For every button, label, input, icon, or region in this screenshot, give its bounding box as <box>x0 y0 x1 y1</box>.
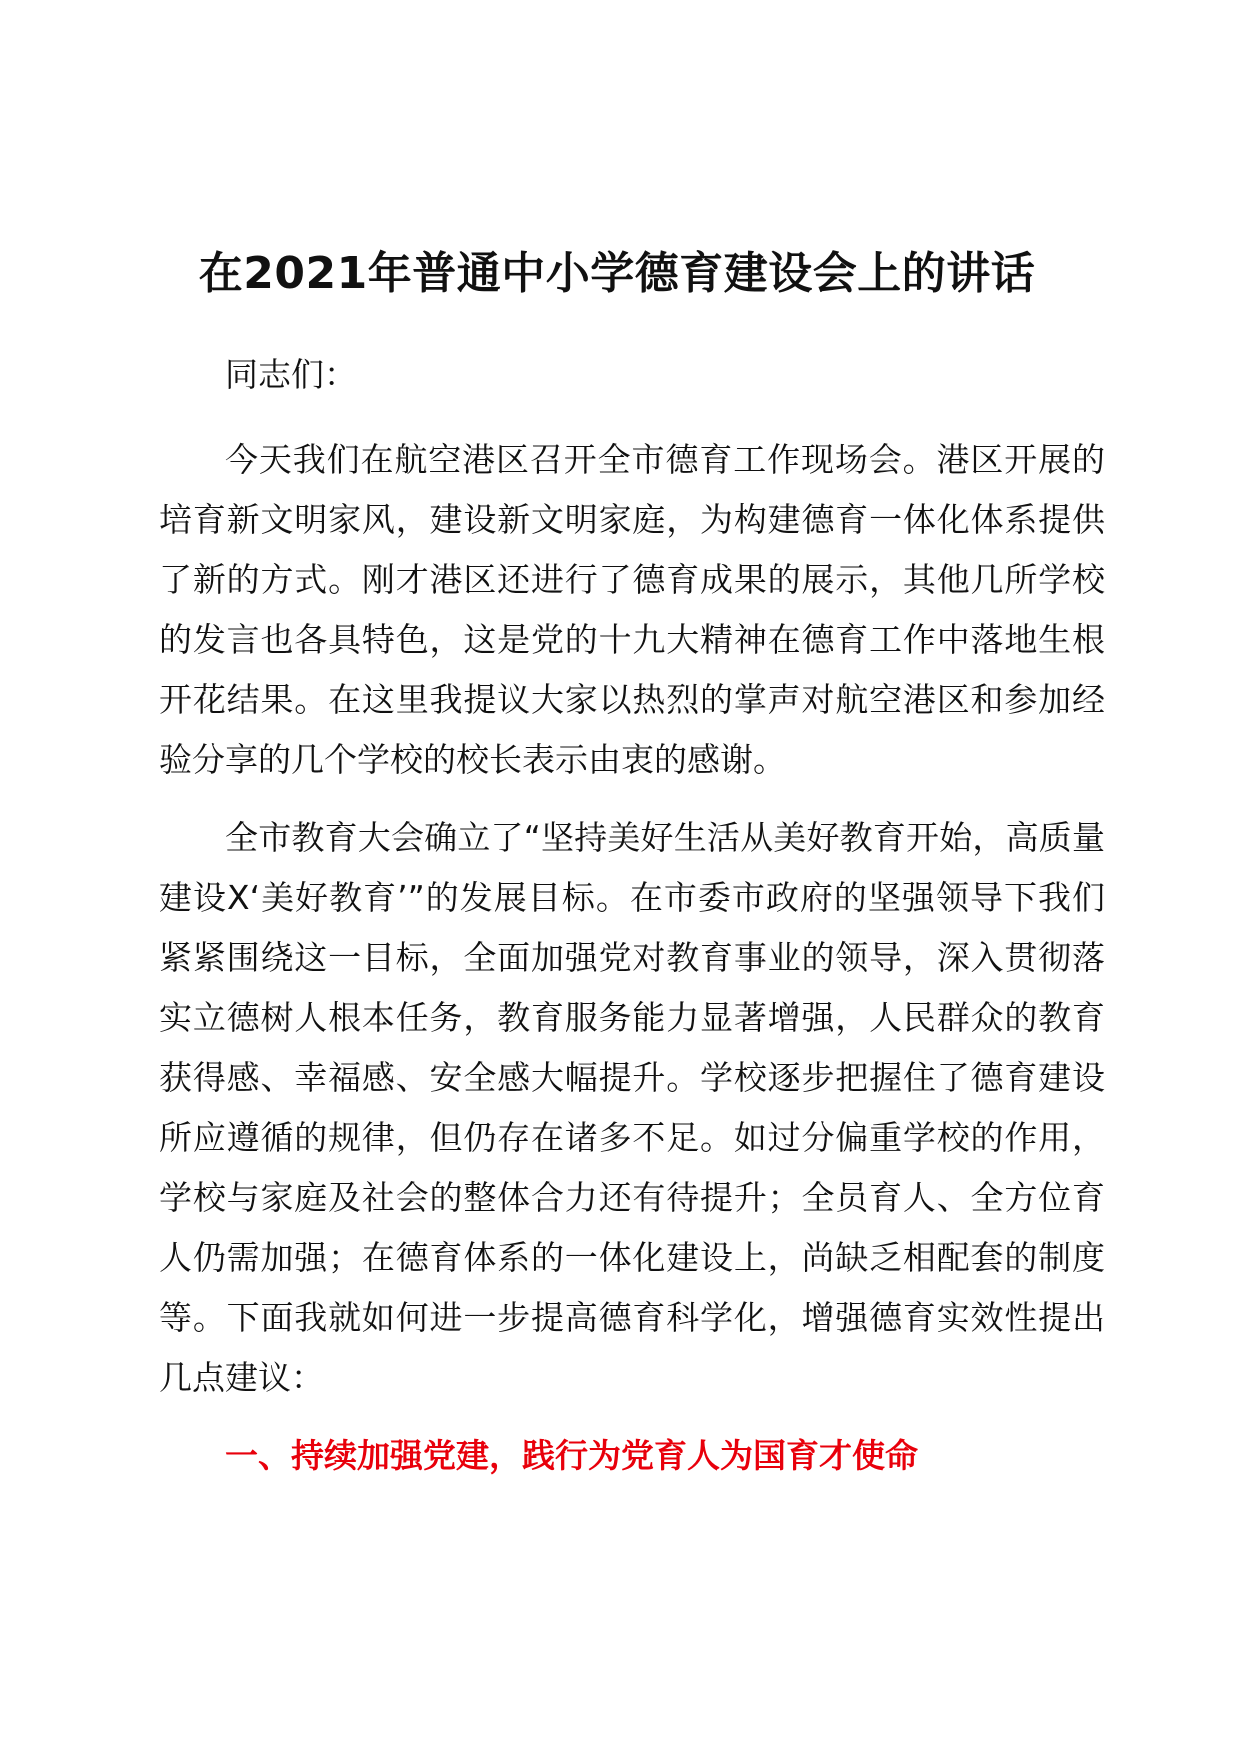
paragraph-intro: 今天我们在航空港区召开全市德育工作现场会。港区开展的培育新文明家风，建设新文明家庭，为构建德育一体化体系提供了新的方式。刚才港区还进行了德育成果的展示，其他几所学校的发言也各具特色，这是党的十九大精神在德育工作中落地生根开花结果。在这里我提议大家以热烈的掌声对航空港区和参加经验分享的几个学校的校长表示由衷的感谢。 <box>159 440 1105 779</box>
document-title: 在2021年普通中小学德育建设会上的讲话 <box>198 248 1036 299</box>
salutation: 同志们： <box>225 355 357 394</box>
paragraph-goals: 全市教育大会确立了“坚持美好生活从美好教育开始，高质量建设X‘美好教育’”的发展目标。在市委市政府的坚强领导下我们紧紧围绕这一目标，全面加强党对教育事业的领导，深入贯彻落实立德树人根本任务，教育服务能力显著增强，人民群众的教育获得感、幸福感、安全感大幅提升。学校逐步把握住了德育建设所应遵循的规律，但仍存在诸多不足。如过分偏重学校的作用，学校与家庭及社会的整体合力还有待提升；全员育人、全方位育人仍需加强；在德育体系的一体化建设上，尚缺乏相配套的制度等。下面我就如何进一步提高德育科学化，增强德育实效性提出几点建议： <box>159 818 1105 1397</box>
section-heading: 一、持续加强党建，践行为党育人为国育才使命 <box>225 1436 918 1475</box>
